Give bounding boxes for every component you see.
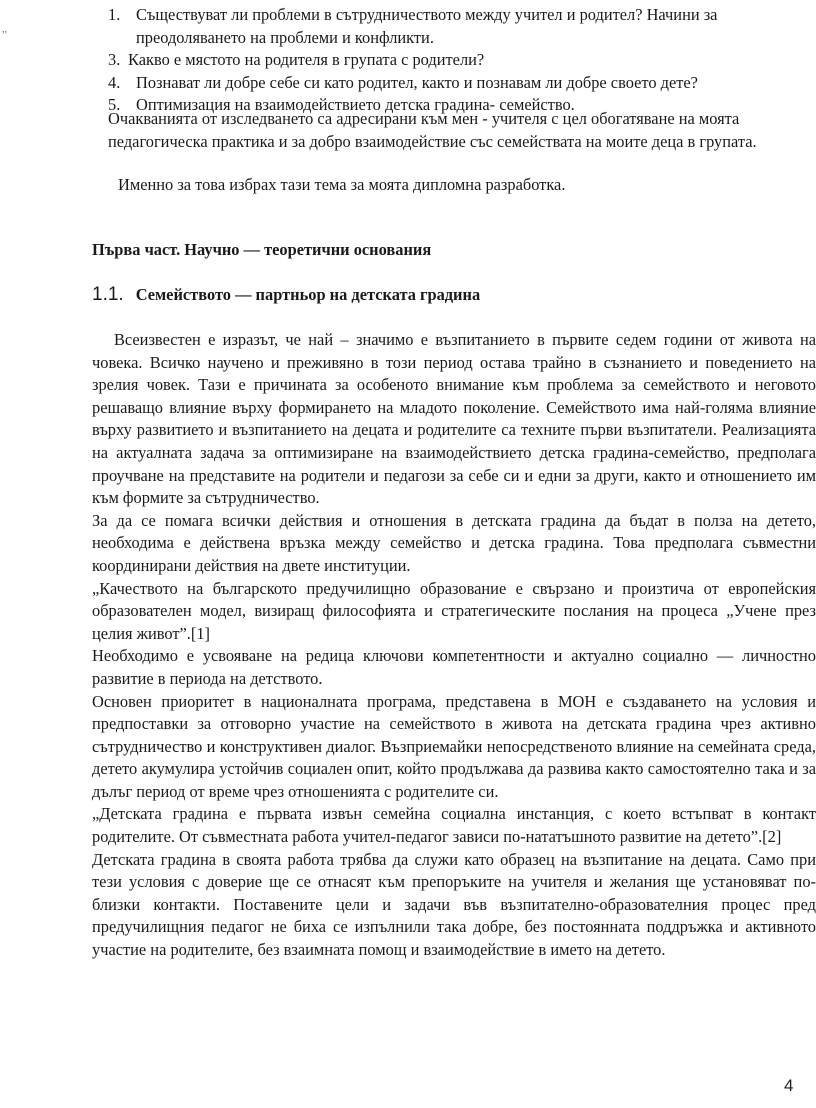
section-heading [92, 284, 480, 306]
list-item-number: 1. [108, 5, 121, 24]
body-paragraph: „Детската градина е първата извън семейна социална инстанция, с което встъпват в контакт родителите. От съвместната работа учител-педагог зависи по-нататъшното развитие на детето”.[2] [92, 804, 816, 847]
list-item-text: Познават ли добре себе си като родител, както и познавам ли добре своето дете? [136, 72, 698, 92]
body-paragraph: За да се помага всички действия и отношения в детската градина да бъдат в полза на детето, необходима е действена връзка между семейство и детска градина. Това предполага съвместни координирани действия на двете институции. [92, 510, 816, 575]
body-paragraph: Всеизвестен е изразът, че най – значимо е възпитанието в първите седем години от живота на човека. Всичко научено и преживяно в този период остава трайно в съзнанието и поведението на зрелия човек. Тази е причината за особеното внимание към проблема за семейството и неговото решаващо влияние върху формирането на младото поколение. Семейството има най-голяма влияние върху развитието и възпитанието на децата и родителите са техните първи възпитатели. Реализацията на актуалната задача за оптимизиране на взаимодействието детска градина-семейство, предполага проучване на представите на родители и педагози за себе си и едни за други, както и отношението им към формите за сътрудничество. [92, 330, 816, 508]
list-item [108, 4, 798, 49]
body-paragraph: Необходимо е усвояване на редица ключови компетентности и актуално социално — личностно развитие в периода на детството. [92, 646, 816, 688]
question-list [108, 4, 798, 117]
list-item [108, 72, 798, 95]
list-item-number: 4. [108, 72, 121, 92]
list-item-text: Какво е мястото на родителя в групата с родители? [128, 50, 485, 69]
list-item-text: Съществуват ли проблеми в сътрудничеството между учител и родител? Начини за преодоляването на проблеми и конфликти. [136, 5, 718, 47]
section-number: 1.1. [92, 284, 124, 305]
list-item-number: 5. [108, 95, 121, 114]
intro-paragraph: Именно за това избрах тази тема за моята дипломна разработка. [118, 175, 566, 194]
page-number: 4 [784, 1076, 794, 1095]
list-item [108, 49, 798, 72]
corner-mark: ,, [2, 24, 7, 35]
body-text [92, 329, 816, 962]
section-title: Семейството — партньор на детската градина [135, 285, 481, 304]
list-item-number: 3. [108, 50, 121, 69]
intro-paragraph: Очакванията от изследването са адресирани към мен - учителя с цел обогатяване на моята педагогическа практика и за добро взаимодействие със семействата на моите деца в групата. [108, 109, 757, 151]
part-heading: Първа част. Научно — теоретични основания [92, 240, 432, 259]
list-item-text: Оптимизация на взаимодействието детска градина- семейство. [136, 95, 575, 114]
body-paragraph: Основен приоритет в националната програма, представена в МОН е създаването на условия и предпоставки за отговорно участие на семейството в живота на детската градина чрез активно сътрудничество и конструктивен диалог. Възприемайки непосредственото влияние на семейната среда, детето акумулира устойчив социален опит, който продължава да развива както самостоятелно така и за дълъг период от време чрез отношенията с родителите си. [92, 691, 816, 801]
body-paragraph: Детската градина в своята работа трябва да служи като образец на възпитание на децата. Само при тези условия с доверие ще се отнасят към препоръките на учителя и желания ще установяват по-близки контакти. Поставените цели и задачи във възпитателно-образователния процес пред предучилищния педагог не биха се изпълнили така добре, без постоянната поддръжка и активното участие на родителите, без взаимната помощ и взаимодействие в името на детето. [92, 849, 816, 960]
body-paragraph: „Качеството на българското предучилищно образование е свързано и произтича от европейския образователен модел, визиращ философията и стратегическите послания на процеса „Учене през целия живот”.[1] [92, 578, 816, 643]
